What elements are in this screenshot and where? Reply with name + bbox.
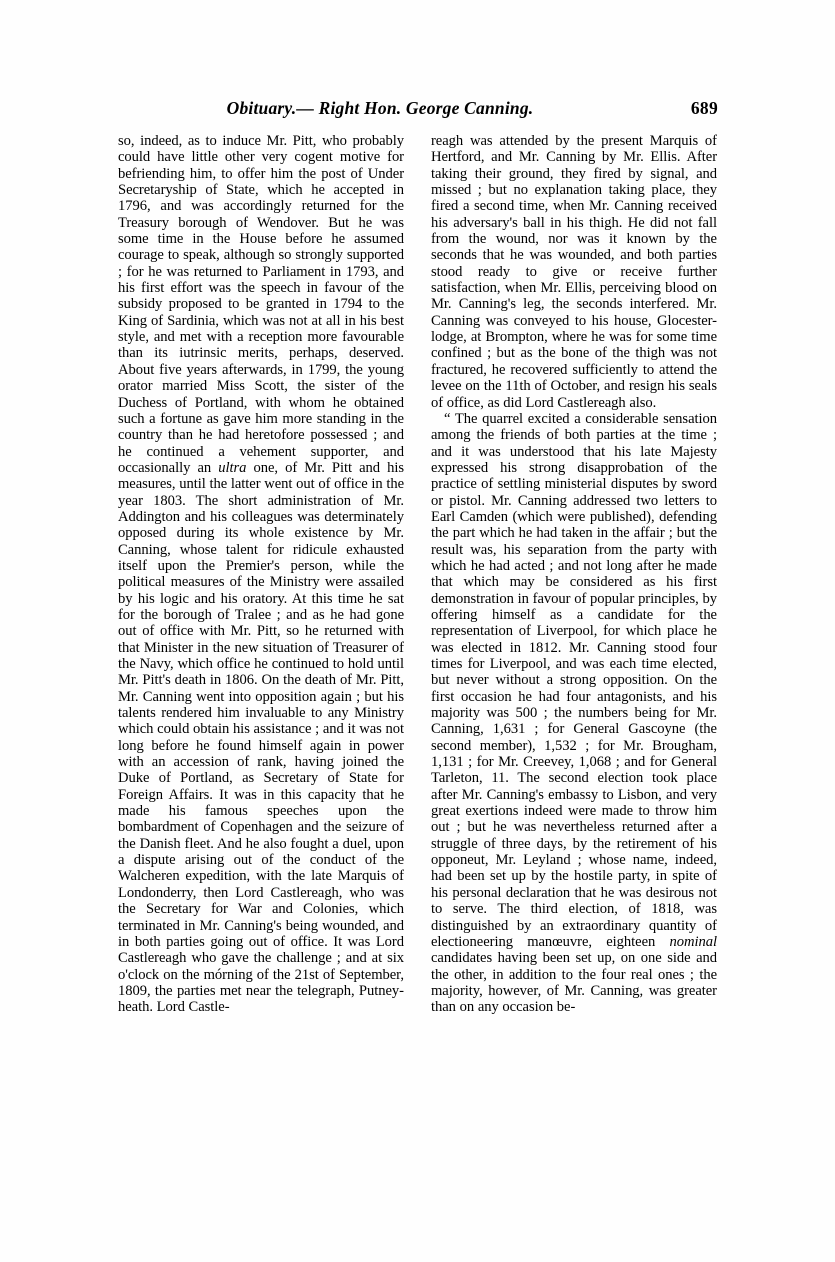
right-column-paragraph-1: reagh was attended by the present Marquis of Hertford, and Mr. Canning by Mr. Ellis. After taking their ground, they fired by signal, and missed ; but no explanation taking place, they fired a second time, when Mr. Canning received his adversary's ball in his thigh. He did not fall from the wound, nor was it known by the seconds that he was wounded, and both parties stood ready to give or receive further satisfaction, when Mr. Ellis, perceiving blood on Mr. Canning's leg, the seconds interfered. Mr. Canning was conveyed to his house, Glocester-lodge, at Brompton, where he was for some time confined ; but as the bone of the thigh was not fractured, he recovered sufficiently to attend the levee on the 11th of October, and resign his seals of office, as did Lord Castlereagh also.	[431, 133, 717, 411]
page-title: Obituary.— Right Hon. George Canning.	[226, 98, 534, 118]
right-text-part-2: candidates having been set up, on one side and the other, in addition to the four real ones ; the majority, however, of Mr. Canning, was greater than on any occasion be-	[431, 950, 717, 1016]
page-number: 689	[690, 98, 718, 118]
left-column-paragraph	[118, 133, 404, 1016]
left-text-italic-ultra: ultra	[218, 459, 247, 476]
running-head	[118, 98, 718, 128]
two-column-body	[118, 133, 718, 1016]
left-text-part-1: so, indeed, as to induce Mr. Pitt, who probably could have little other very cogent motive for befriending him, to offer him the post of Under Secretaryship of State, which he accepted in 1796, and was accordingly returned for the Treasury borough of Wendover. But he was some time in the House before he assumed courage to speak, although so strongly supported ; for he was returned to Parliament in 1793, and his first effort was the speech in favour of the subsidy proposed to be granted in 1794 to the King of Sardinia, which was not at all in his best style, and met with a reception more favourable than its iutrinsic merits, perhaps, deserved. About five years afterwards, in 1799, the young orator married Miss Scott, the sister of the Duchess of Portland, with whom he obtained such a fortune as gave him more standing in the country than he had heretofore possessed ; and he continued a vehement supporter, and occasionally an	[118, 133, 404, 476]
right-column-paragraph-2	[431, 411, 717, 1016]
right-text-part-1: “ The quarrel excited a considerable sensation among the friends of both parties at the time ; and it was understood that his late Majesty expressed his strong disapprobation of the practice of settling ministerial disputes by sword or pistol. Mr. Canning addressed two letters to Earl Camden (which were published), defending the part which he had taken in the affair ; but the result was, his separation from the party with which he had acted ; and not long after he made that which may be considered as his first demonstration in favour of popular principles, by offering himself as a candidate for the representation of Liverpool, for which place he was elected in 1812. Mr. Canning stood four times for Liverpool, and was each time elected, but never without a strong opposition. On the first occasion he had four antagonists, and his majority was 500 ; the numbers being for Mr. Canning, 1,631 ; for General Gascoyne (the second member), 1,532 ; for Mr. Brougham, 1,131 ; for Mr. Creevey, 1,068 ; and for General Tarleton, 11. The second election took place after Mr. Canning's embassy to Lisbon, and very great exertions indeed were made to throw him out ; but he was nevertheless returned after a struggle of three days, by the retirement of his opponeut, Mr. Leyland ; whose name, indeed, had been set up by the hostile party, in spite of his personal declaration that he was desirous not to serve. The third election, of 1818, was distinguished by an extraordinary quantity of electioneering manœuvre, eighteen	[431, 410, 717, 950]
left-text-part-2: one, of Mr. Pitt and his measures, until the latter went out of office in the year 1803. The short administration of Mr. Addington and his colleagues was determinately opposed during its whole existence by Mr. Canning, whose talent for ridicule exhausted itself upon the Premier's person, while the political measures of the Ministry were assailed by his logic and his oratory. At this time he sat for the borough of Tralee ; and as he had gone out of office with Mr. Pitt, so he returned with that Minister in the new situation of Treasurer of the Navy, which office he continued to hold until Mr. Pitt's death in 1806. On the death of Mr. Pitt, Mr. Canning went into opposition again ; but his talents rendered him invaluable to any Ministry which could obtain his assistance ; and it was not long before he found himself again in power with an accession of rank, having joined the Duke of Portland, as Secretary of State for Foreign Affairs. It was in this capacity that he made his famous speeches upon the bombardment of Copenhagen and the seizure of the Danish fleet. And he also fought a duel, upon a dispute arising out of the conduct of the Walcheren expedition, with the late Marquis of Londonderry, then Lord Castlereagh, who was the Secretary for War and Colonies, which terminated in Mr. Canning's being wounded, and in both parties going out of office. It was Lord Castlereagh who gave the challenge ; and at six o'clock on the mórning of the 21st of September, 1809, the parties met near the telegraph, Putney-heath. Lord Castle-	[118, 459, 404, 1016]
right-text-italic-nominal: nominal	[669, 933, 717, 950]
left-column	[118, 133, 404, 1016]
right-column	[431, 133, 717, 1016]
